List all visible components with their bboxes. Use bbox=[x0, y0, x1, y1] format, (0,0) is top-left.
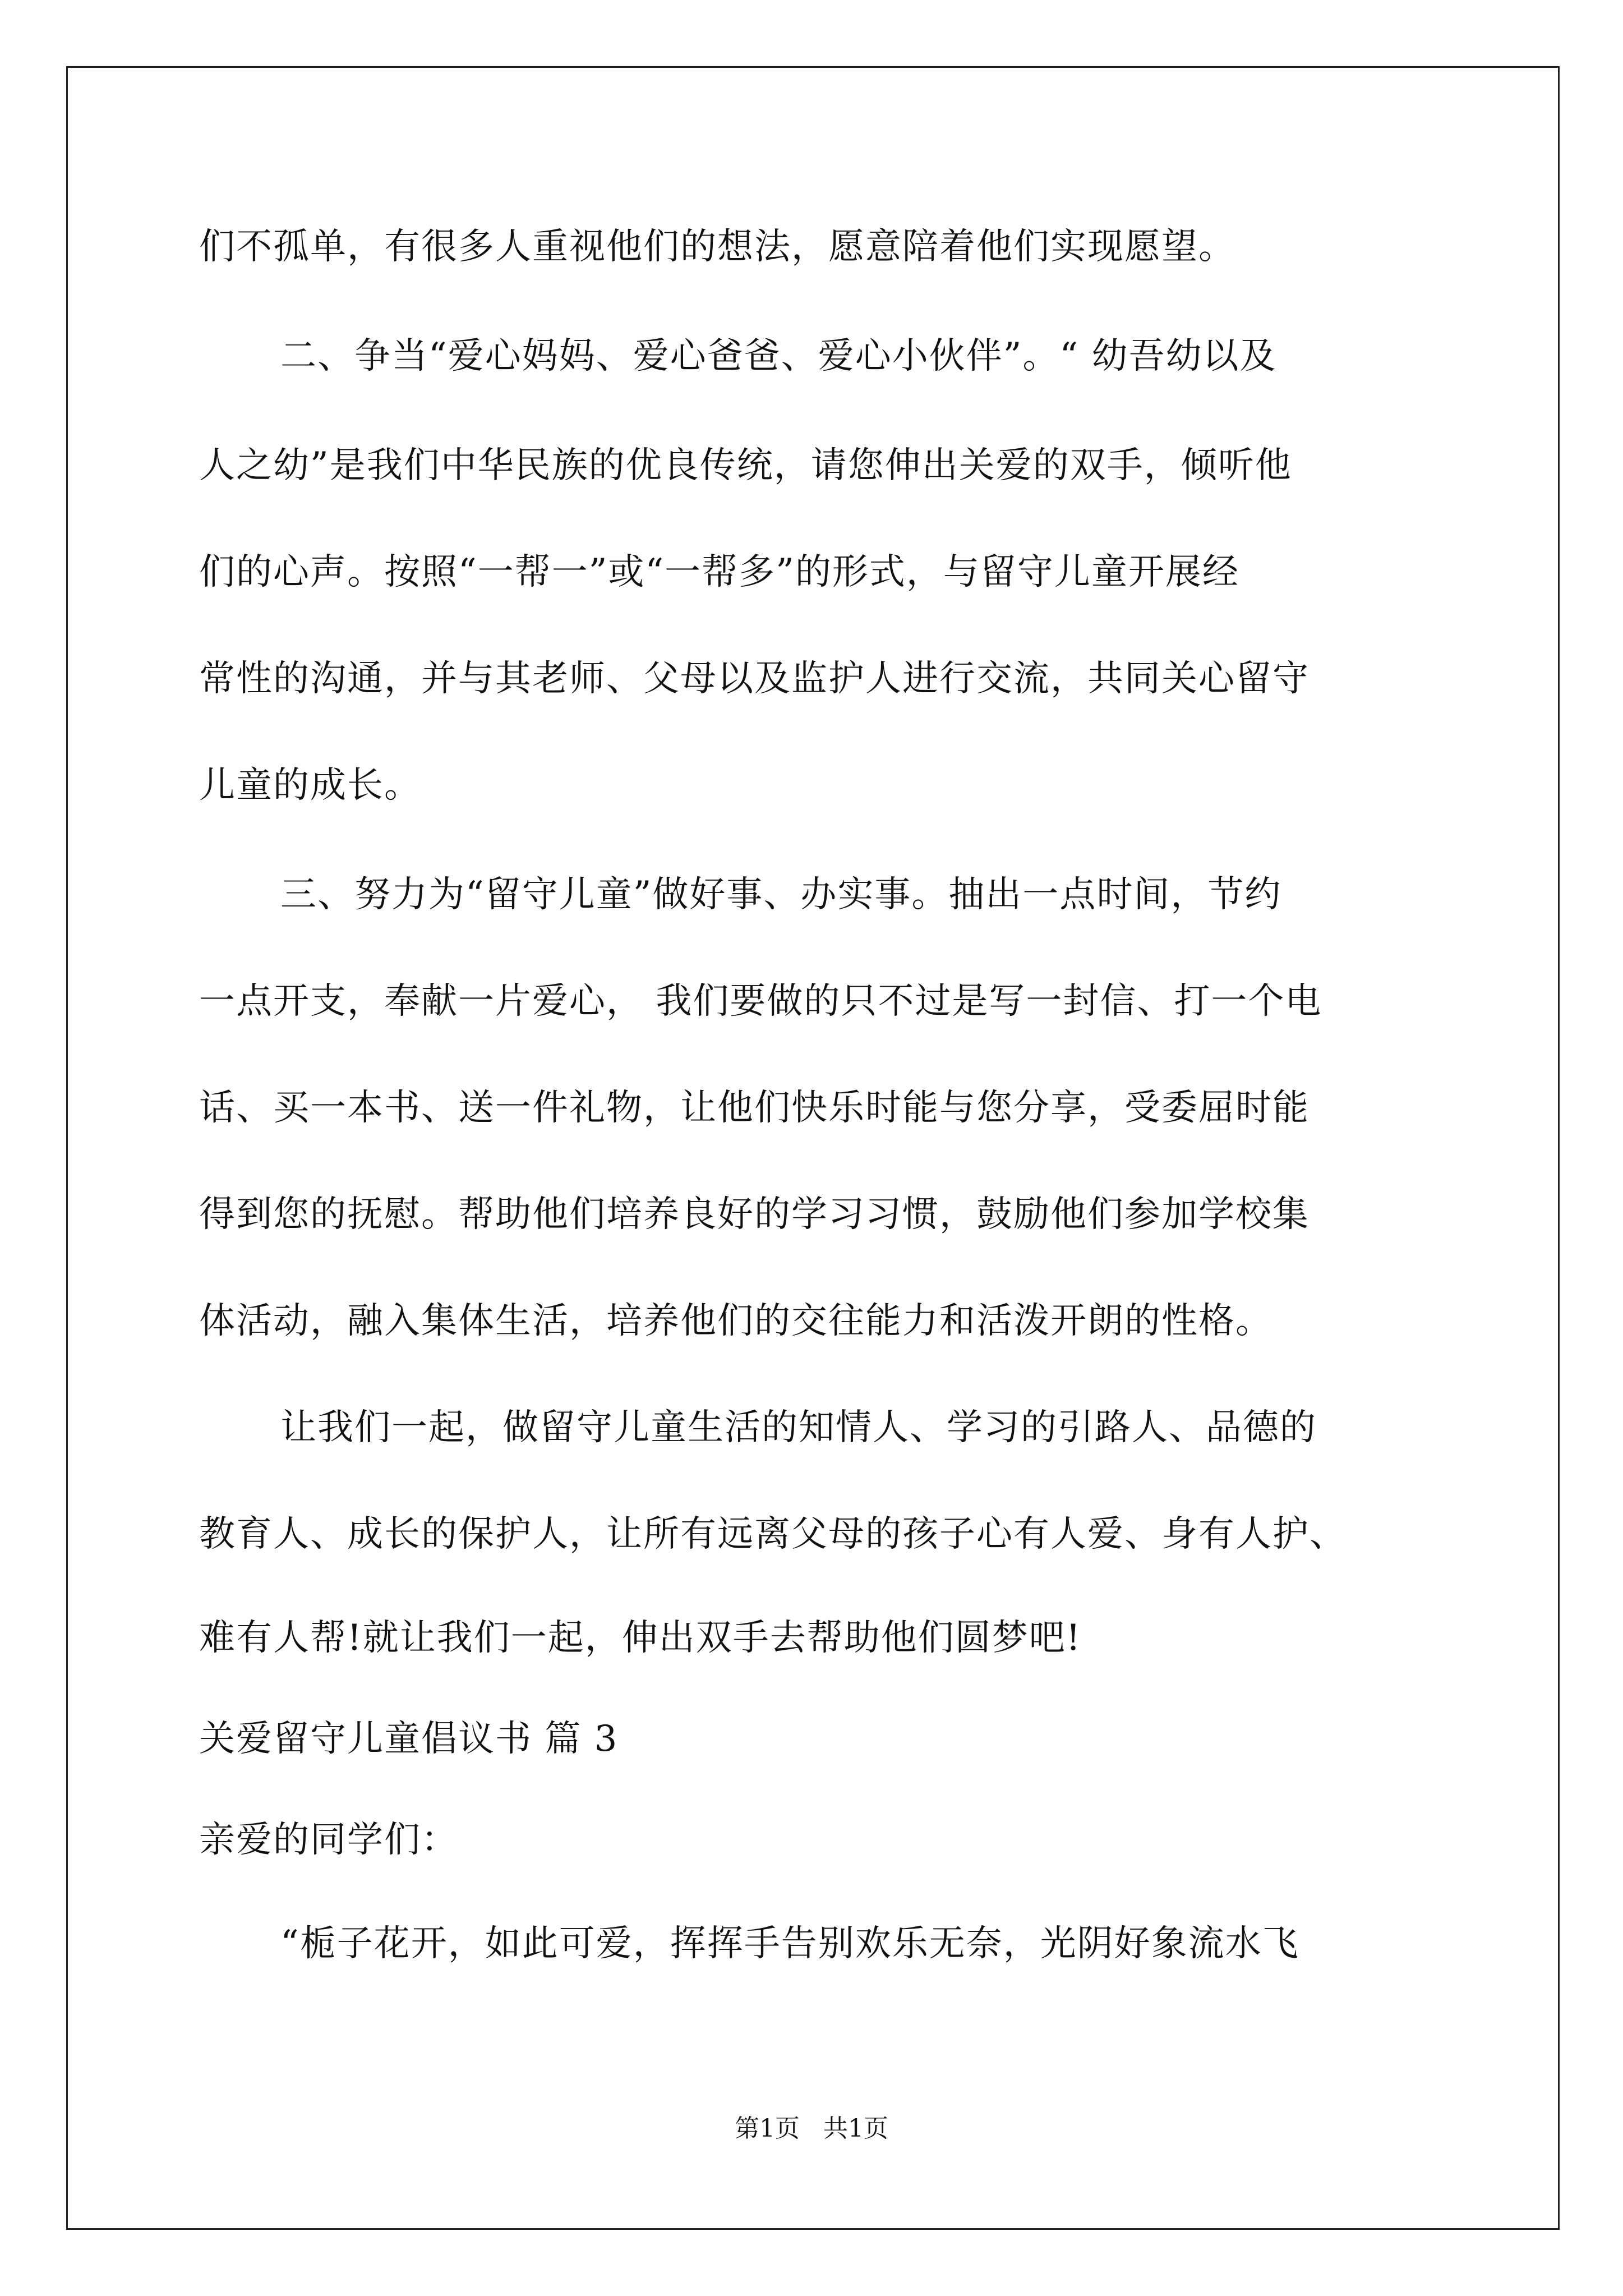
body-line-9: 话、买一本书、送一件礼物，让他们快乐时能与您分享，受委屈时能 bbox=[199, 1087, 1310, 1129]
paragraph-4-start: 让我们一起，做留守儿童生活的知情人、学习的引路人、品德的 bbox=[280, 1407, 1317, 1448]
body-line-11: 体活动，融入集体生活，培养他们的交往能力和活泼开朗的性格。 bbox=[199, 1300, 1272, 1342]
body-line-1: 们不孤单，有很多人重视他们的想法，愿意陪着他们实现愿望。 bbox=[199, 226, 1235, 268]
paragraph-3-start: 三、努力为“留守儿童”做好事、办实事。抽出一点时间，节约 bbox=[280, 874, 1282, 915]
body-line-3: 人之幼”是我们中华民族的优良传统，请您伸出关爱的双手，倾听他 bbox=[199, 445, 1292, 486]
paragraph-2-start: 二、争当“爱心妈妈、爱心爸爸、爱心小伙伴”。“ 幼吾幼以及 bbox=[280, 335, 1277, 377]
body-line-5: 常性的沟通，并与其老师、父母以及监护人进行交流，共同关心留守 bbox=[199, 658, 1310, 700]
body-line-8: 一点开支，奉献一片爱心， 我们要做的只不过是写一封信、打一个电 bbox=[199, 981, 1322, 1022]
body-line-13: 教育人、成长的保护人，让所有远离父母的孩子心有人爱、身有人护、 bbox=[199, 1513, 1347, 1555]
section-heading: 关爱留守儿童倡议书 篇 3 bbox=[199, 1718, 619, 1760]
page-footer: 第1页 共1页 bbox=[735, 2114, 888, 2143]
body-line-6: 儿童的成长。 bbox=[199, 765, 421, 806]
body-line-4: 们的心声。按照“一帮一”或“一帮多”的形式，与留守儿童开展经 bbox=[199, 551, 1239, 593]
salutation: 亲爱的同学们： bbox=[199, 1819, 458, 1861]
body-line-10: 得到您的抚慰。帮助他们培养良好的学习习惯，鼓励他们参加学校集 bbox=[199, 1194, 1310, 1235]
body-line-14: 难有人帮!就让我们一起，伸出双手去帮助他们圆梦吧! bbox=[199, 1617, 1082, 1659]
page-border bbox=[66, 66, 1560, 2230]
paragraph-5-start: “栀子花开，如此可爱，挥挥手告别欢乐无奈，光阴好象流水飞 bbox=[280, 1923, 1299, 1964]
